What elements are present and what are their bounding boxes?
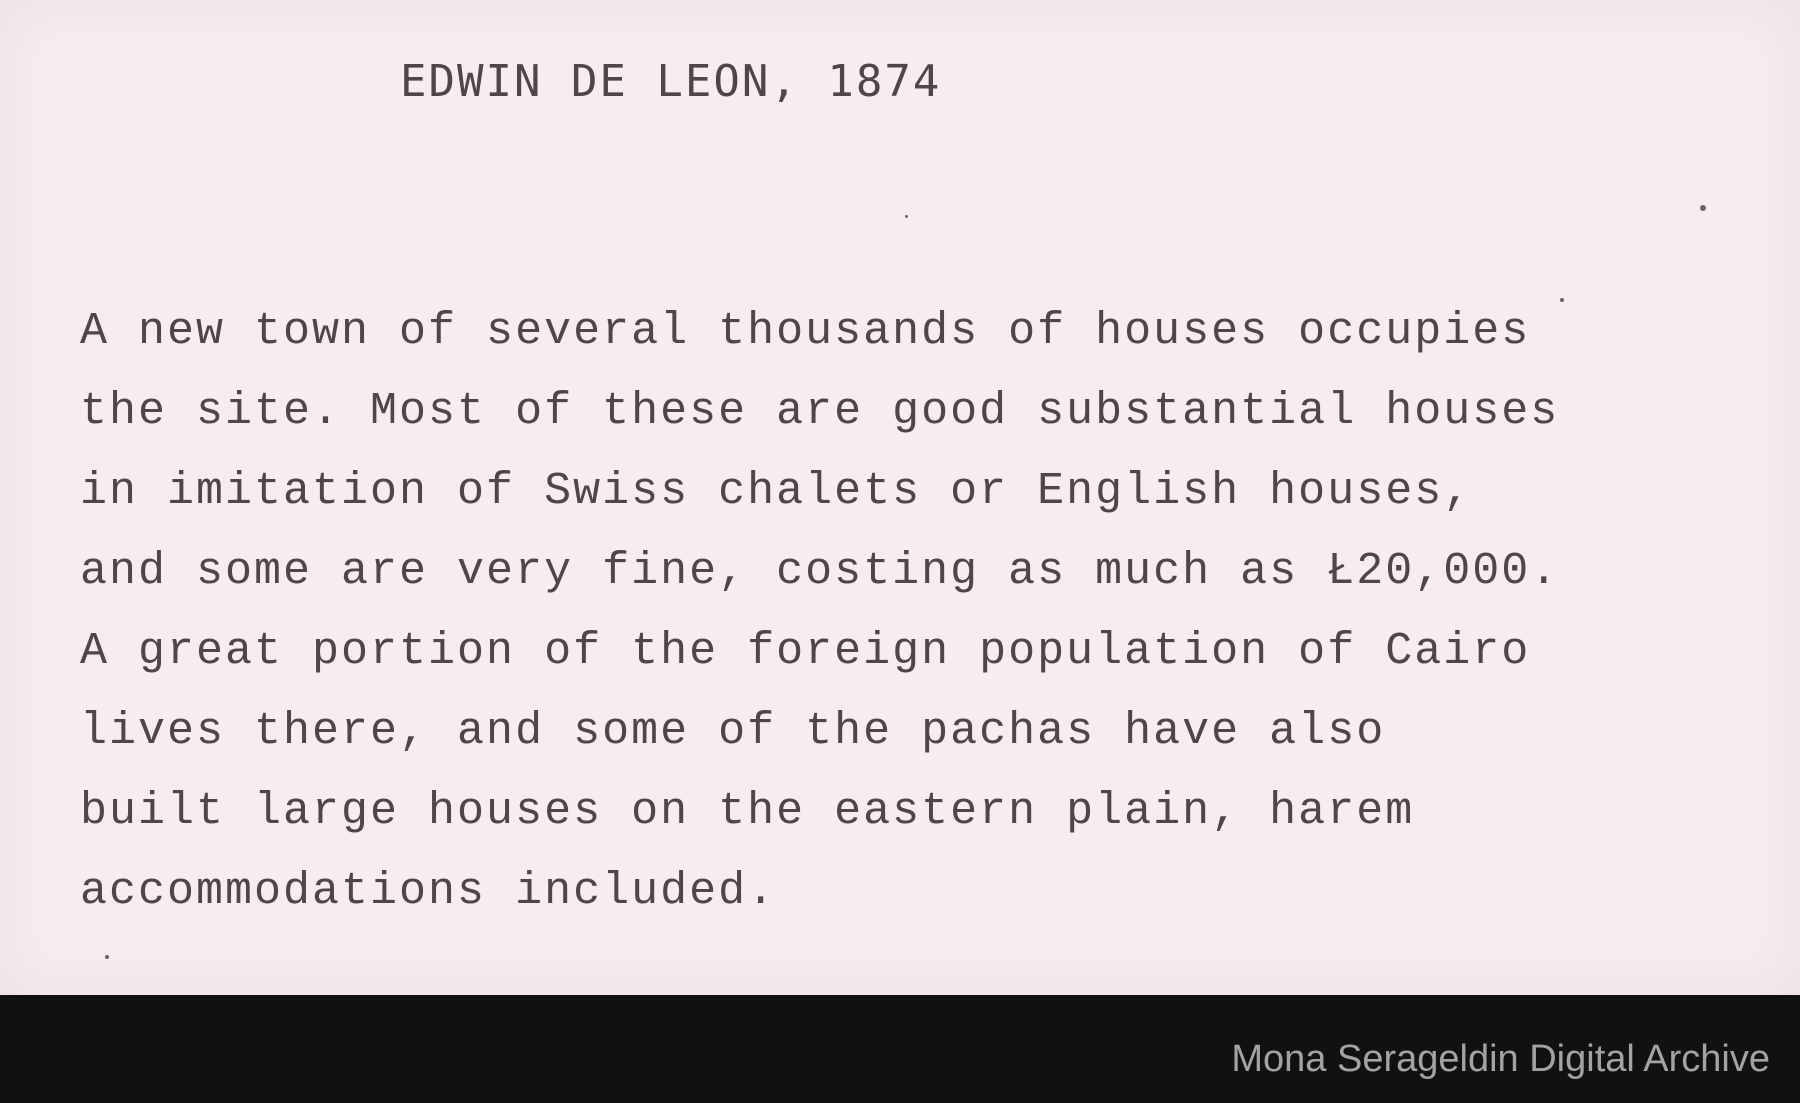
quote-line: and some are very fine, costing as much as Ł20,000. [80,546,1560,597]
quote-line: the site. Most of these are good substantial houses [80,386,1560,437]
quote-line: in imitation of Swiss chalets or English houses, [80,466,1473,517]
quote-line: accommodations included. [80,866,777,917]
dust-speck [105,955,109,959]
quote-line: built large houses on the eastern plain, harem [80,786,1415,837]
quote-line: A great portion of the foreign population of Cairo [80,626,1531,677]
slide-heading: EDWIN DE LEON, 1874 [400,56,942,107]
quote-line: A new town of several thousands of houses occupies [80,306,1531,357]
quote-line: lives there, and some of the pachas have also [80,706,1386,757]
dust-speck [1560,298,1564,302]
archive-watermark: Mona Serageldin Digital Archive [1231,1038,1770,1080]
dust-speck [1700,205,1706,211]
dust-speck [905,215,908,218]
quote-text [80,292,1559,932]
